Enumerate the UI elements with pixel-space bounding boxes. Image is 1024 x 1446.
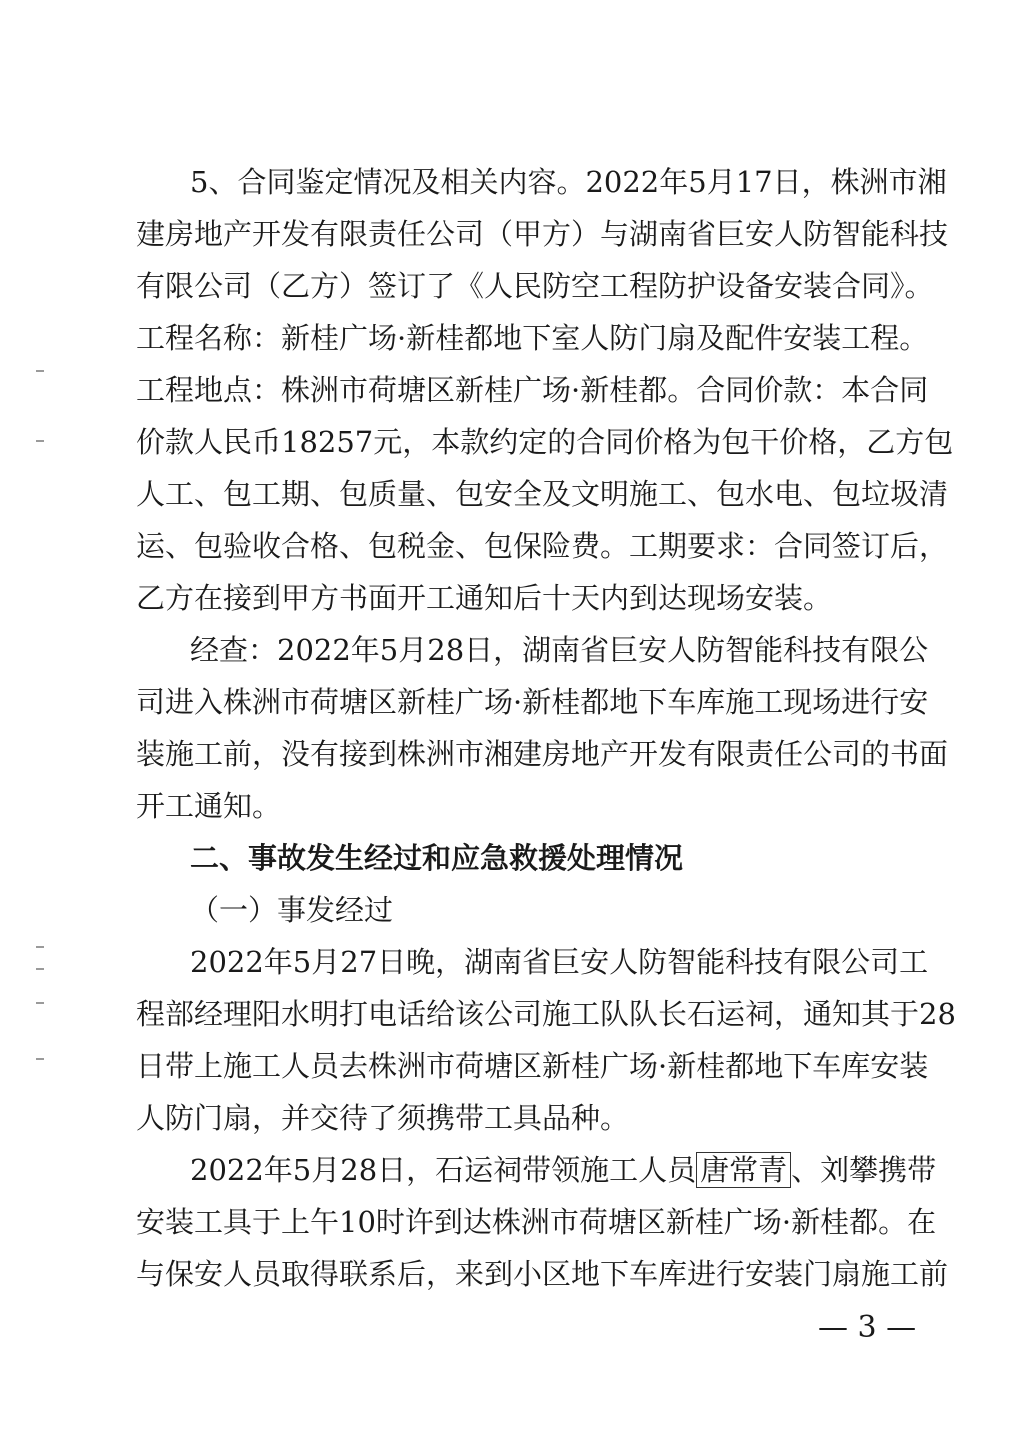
paragraph-line: 司进入株洲市荷塘区新桂广场·新桂都地下车库施工现场进行安 xyxy=(136,685,929,719)
subsection-heading: （一）事发经过 xyxy=(190,893,394,927)
scan-edge-mark xyxy=(36,1002,44,1004)
scan-edge-mark xyxy=(36,968,44,970)
scan-edge-mark xyxy=(36,1058,44,1060)
scan-edge-mark xyxy=(36,440,44,442)
paragraph-line: 价款人民币18257元，本款约定的合同价格为包干价格，乙方包 xyxy=(136,425,954,459)
paragraph-line: 日带上施工人员去株洲市荷塘区新桂广场·新桂都地下车库安装 xyxy=(136,1049,929,1083)
paragraph-line: 开工通知。 xyxy=(136,789,282,823)
boxed-name: 唐常青 xyxy=(696,1152,791,1188)
page-number: — 3 — xyxy=(818,1310,917,1345)
paragraph-line: 2022年5月27日晚，湖南省巨安人防智能科技有限公司工 xyxy=(190,945,929,979)
paragraph-line: 经查：2022年5月28日，湖南省巨安人防智能科技有限公 xyxy=(190,633,929,667)
paragraph-line: 建房地产开发有限责任公司（甲方）与湖南省巨安人防智能科技 xyxy=(136,217,949,251)
paragraph-line: 乙方在接到甲方书面开工通知后十天内到达现场安装。 xyxy=(136,581,833,615)
scan-edge-mark xyxy=(36,946,44,948)
paragraph-line: 工程地点：株洲市荷塘区新桂广场·新桂都。合同价款：本合同 xyxy=(136,373,929,407)
paragraph-line: 有限公司（乙方）签订了《人民防空工程防护设备安装合同》。 xyxy=(136,269,934,303)
paragraph-line: 运、包验收合格、包税金、包保险费。工期要求：合同签订后， xyxy=(136,529,949,563)
paragraph-line: 5、合同鉴定情况及相关内容。2022年5月17日，株洲市湘 xyxy=(190,165,947,199)
paragraph-line: 装施工前，没有接到株洲市湘建房地产开发有限责任公司的书面 xyxy=(136,737,949,771)
paragraph-line: 与保安人员取得联系后，来到小区地下车库进行安装门扇施工前 xyxy=(136,1257,949,1291)
text-segment: 2022年5月28日，石运祠带领施工人员 xyxy=(190,1153,697,1187)
paragraph-line: 安装工具于上午10时许到达株洲市荷塘区新桂广场·新桂都。在 xyxy=(136,1205,937,1239)
scan-edge-mark xyxy=(36,370,44,372)
paragraph-line xyxy=(190,1150,937,1190)
text-segment: 、刘攀携带 xyxy=(791,1153,937,1187)
paragraph-line: 程部经理阳水明打电话给该公司施工队队长石运祠，通知其于28 xyxy=(136,997,956,1031)
section-heading: 二、事故发生经过和应急救援处理情况 xyxy=(190,841,684,875)
paragraph-line: 工程名称：新桂广场·新桂都地下室人防门扇及配件安装工程。 xyxy=(136,321,929,355)
paragraph-line: 人工、包工期、包质量、包安全及文明施工、包水电、包垃圾清 xyxy=(136,477,949,511)
paragraph-line: 人防门扇，并交待了须携带工具品种。 xyxy=(136,1101,630,1135)
